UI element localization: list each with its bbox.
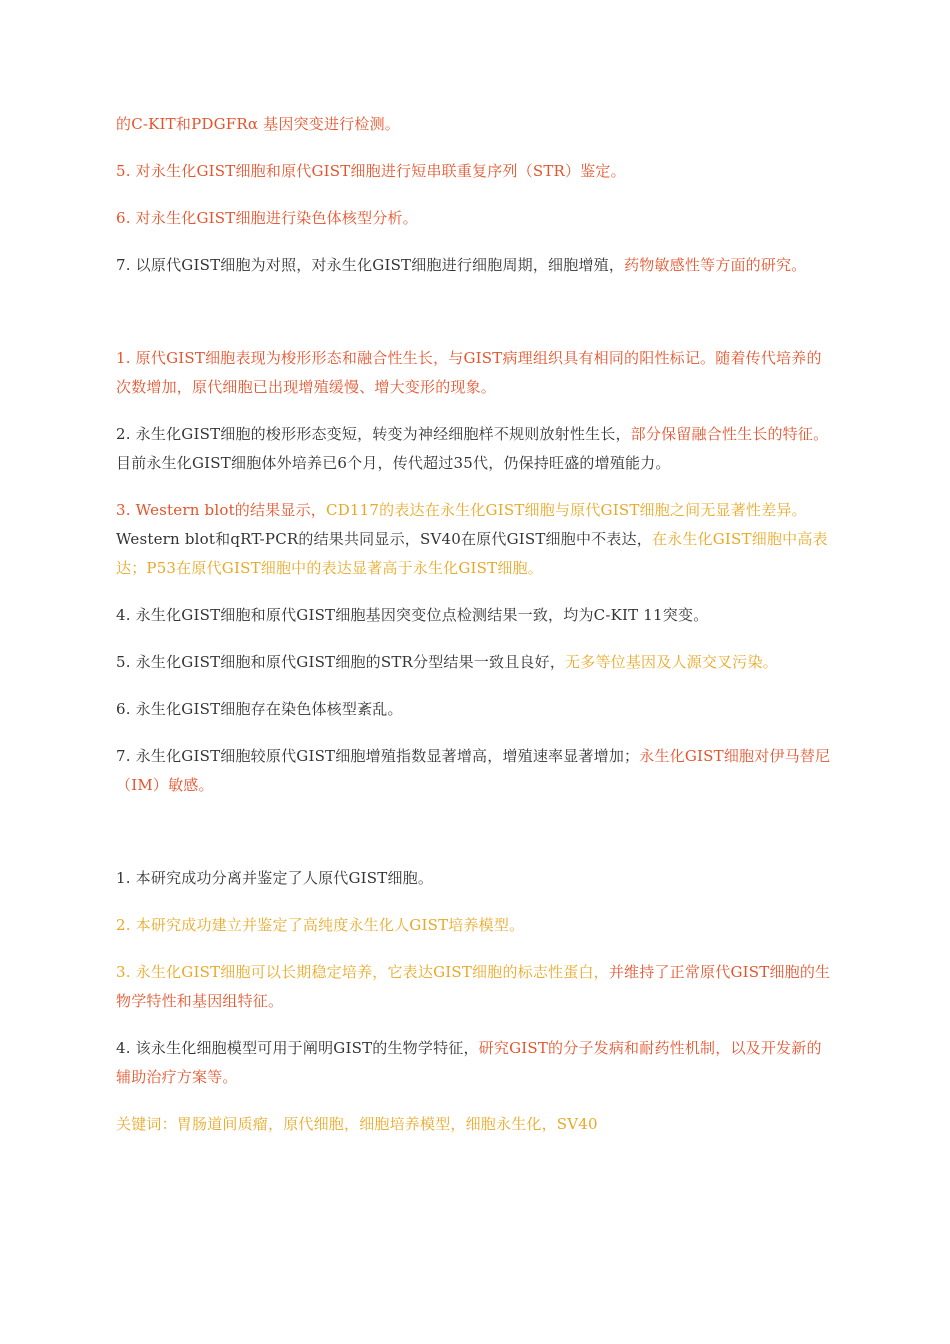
conclusion-item-4-part-b: 研究GIST的分子发病和耐药性机制，以及开发新的辅助治疗方案等。 xyxy=(116,1039,822,1086)
results-item-5-part-a: 5. 永生化GIST细胞和原代GIST细胞的STR分型结果一致且良好， xyxy=(116,653,566,671)
methods-paragraph-continuation: 的C-KIT和PDGFRα 基因突变进行检测。 xyxy=(116,115,400,133)
results-item-3-part-d: 在永生化GIST细胞中高表达；P53在原代GIST细胞中的表达显著高于永生化GIST细胞。 xyxy=(116,530,828,577)
methods-item-6: 6. 对永生化GIST细胞进行染色体核型分析。 xyxy=(116,209,418,227)
methods-item-7 xyxy=(116,251,836,280)
results-item-6: 6. 永生化GIST细胞存在染色体核型紊乱。 xyxy=(116,700,403,718)
methods-item-7-part-a: 7. 以原代GIST细胞为对照，对永生化GIST细胞进行细胞周期，细胞增殖， xyxy=(116,256,625,274)
results-item-3-part-c: Western blot和qRT-PCR的结果共同显示，SV40在原代GIST细胞中不表达， xyxy=(116,530,652,548)
results-item-3-part-a: 3. Western blot的结果显示， xyxy=(116,501,327,519)
conclusion-item-3-part-a: 3. 永生化GIST细胞可以长期稳定培养，它表达GIST细胞的标志性蛋白， xyxy=(116,963,609,981)
conclusion-item-4 xyxy=(116,1034,836,1092)
results-item-7-part-a: 7. 永生化GIST细胞较原代GIST细胞增殖指数显著增高，增殖速率显著增加； xyxy=(116,747,640,765)
results-item-2-part-b: 部分保留融合性生长的特征。 xyxy=(630,425,829,443)
conclusion-item-4-part-a: 4. 该永生化细胞模型可用于阐明GIST的生物学特征， xyxy=(116,1039,479,1057)
conclusion-item-1: 1. 本研究成功分离并鉴定了人原代GIST细胞。 xyxy=(116,869,434,887)
results-item-4: 4. 永生化GIST细胞和原代GIST细胞基因突变位点检测结果一致，均为C-KIT 11突变。 xyxy=(116,606,709,624)
methods-item-5: 5. 对永生化GIST细胞和原代GIST细胞进行短串联重复序列（STR）鉴定。 xyxy=(116,162,626,180)
results-item-5-part-b: 无多等位基因及人源交叉污染。 xyxy=(565,653,778,671)
document-page xyxy=(116,110,836,1139)
conclusion-item-3 xyxy=(116,958,836,1016)
results-item-7-part-b: 永生化GIST细胞对伊马替尼（IM）敏感。 xyxy=(116,747,831,794)
results-item-3 xyxy=(116,496,836,583)
results-item-1: 1. 原代GIST细胞表现为梭形形态和融合性生长，与GIST病理组织具有相同的阳性标记。随着传代培养的次数增加，原代细胞已出现增殖缓慢、增大变形的现象。 xyxy=(116,349,822,396)
results-item-2-part-c: 目前永生化GIST细胞体外培养已6个月，传代超过35代，仍保持旺盛的增殖能力。 xyxy=(116,454,671,472)
conclusion-item-3-part-b: 并维持了正常原代GIST细胞的生物学特性和基因组特征。 xyxy=(116,963,831,1010)
keywords-line: 关键词：胃肠道间质瘤，原代细胞，细胞培养模型，细胞永生化，SV40 xyxy=(116,1115,598,1133)
results-item-2-part-a: 2. 永生化GIST细胞的梭形形态变短，转变为神经细胞样不规则放射性生长， xyxy=(116,425,631,443)
results-item-5 xyxy=(116,648,836,677)
results-item-2 xyxy=(116,420,836,478)
conclusion-item-2: 2. 本研究成功建立并鉴定了高纯度永生化人GIST培养模型。 xyxy=(116,916,525,934)
results-item-3-part-b: CD117的表达在永生化GIST细胞与原代GIST细胞之间无显著性差异。 xyxy=(326,501,807,519)
methods-item-7-part-b: 药物敏感性等方面的研究。 xyxy=(624,256,807,274)
results-item-7 xyxy=(116,742,836,800)
